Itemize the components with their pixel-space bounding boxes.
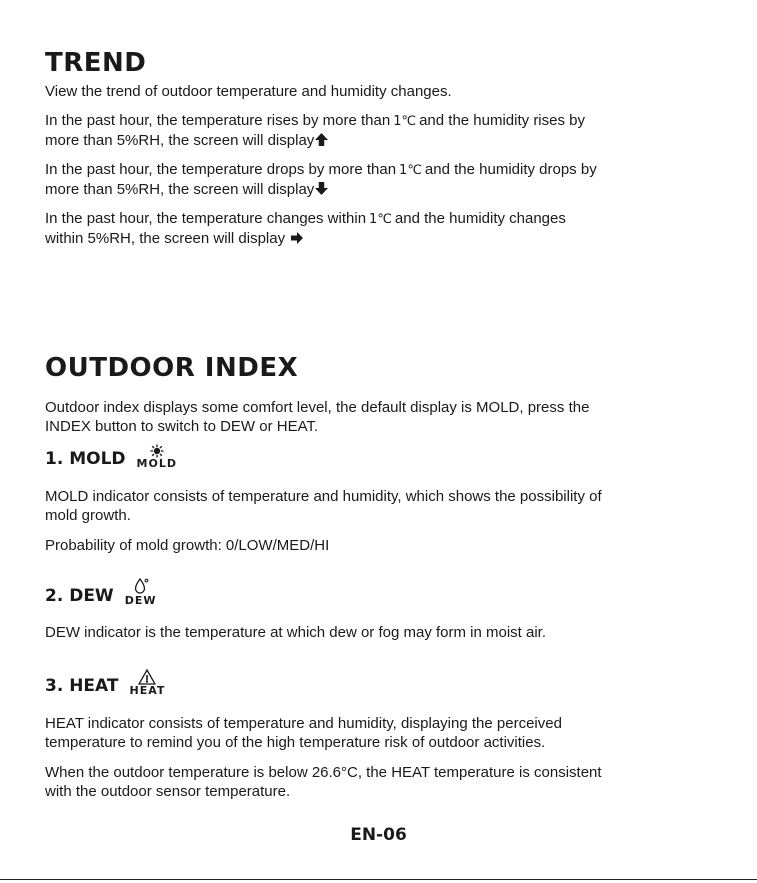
dew-heading: 2. DEW xyxy=(45,586,114,606)
trend-rising-text: In the past hour, the temperature rises by more than 1℃ and the humidity rises by more than 5%RH, the screen will display xyxy=(45,112,585,149)
mold-heading-row xyxy=(45,444,177,469)
dew-drop-icon xyxy=(133,578,149,595)
heat-badge xyxy=(129,669,165,696)
heat-badge-label: HEAT xyxy=(129,684,166,697)
mold-heading: 1. MOLD xyxy=(45,449,126,469)
arrow-down-icon xyxy=(315,182,328,195)
heat-heading-row xyxy=(45,669,165,696)
outdoor-index-intro: Outdoor index displays some comfort level, the default display is MOLD, press the INDEX button to switch to DEW or HEAT. xyxy=(45,399,590,435)
mold-badge xyxy=(137,444,177,469)
mold-description: MOLD indicator consists of temperature and humidity, which shows the possibility of mold growth. xyxy=(45,488,602,524)
mold-icon xyxy=(150,444,164,458)
trend-falling-text: In the past hour, the temperature drops by more than 1℃ and the humidity drops by more than 5%RH, the screen will display xyxy=(45,161,597,198)
heat-description: HEAT indicator consists of temperature and humidity, displaying the perceived temperature to remind you of the high temperature risk of outdoor activities. xyxy=(45,715,562,751)
trend-steady-text: In the past hour, the temperature changes within 1℃ and the humidity changes within 5%RH, the screen will display xyxy=(45,210,566,247)
mold-badge-label: MOLD xyxy=(136,457,177,470)
trend-intro: View the trend of outdoor temperature and humidity changes. xyxy=(45,83,452,100)
dew-badge-label: DEW xyxy=(124,594,157,607)
heat-heading: 3. HEAT xyxy=(45,676,119,696)
arrow-up-icon xyxy=(315,133,328,146)
dew-description: DEW indicator is the temperature at which dew or fog may form in moist air. xyxy=(45,624,547,641)
dew-heading-row xyxy=(45,578,156,606)
outdoor-index-title: OUTDOOR INDEX xyxy=(45,353,299,383)
trend-title: TREND xyxy=(45,48,147,78)
dew-badge xyxy=(125,578,157,606)
page-number: EN-06 xyxy=(350,825,407,845)
heat-warning-icon xyxy=(138,669,156,685)
bottom-divider xyxy=(0,879,757,880)
heat-note: When the outdoor temperature is below 26.6°C, the HEAT temperature is consistent with the outdoor sensor temperature. xyxy=(45,764,602,800)
arrow-right-icon xyxy=(290,232,304,244)
mold-probability: Probability of mold growth: 0/LOW/MED/HI xyxy=(45,537,330,554)
